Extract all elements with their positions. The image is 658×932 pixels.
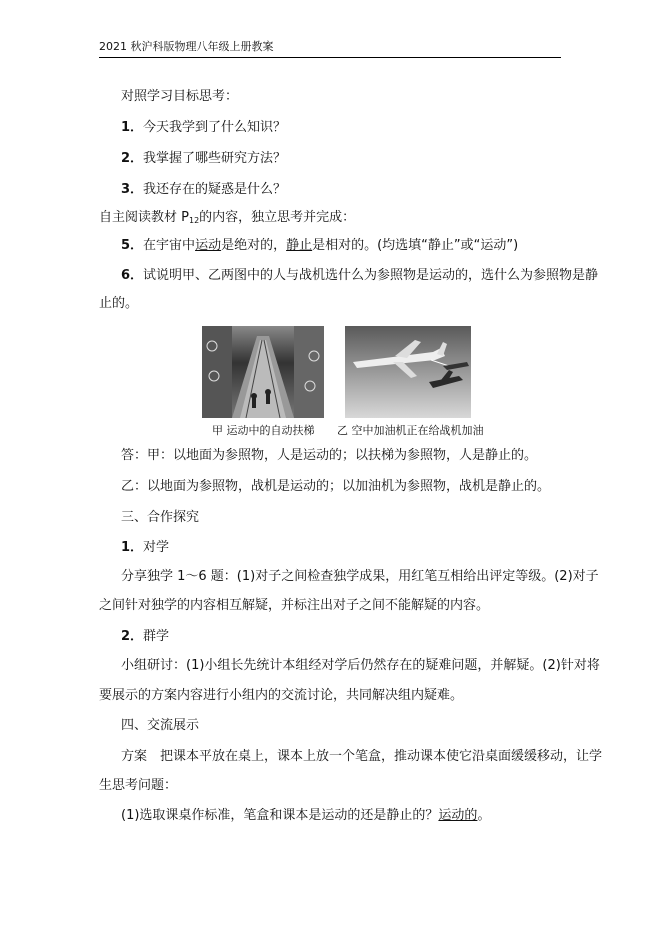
- question-text: 是绝对的，: [221, 238, 287, 253]
- subsection-group-study: [121, 627, 169, 647]
- question-text: 我掌握了哪些研究方法？: [143, 151, 287, 166]
- question-text: 。: [477, 808, 491, 823]
- question-text: 今天我学到了什么知识？: [143, 120, 287, 135]
- plan-line-2: 生思考问题：: [99, 778, 178, 793]
- section-3-title: 三、合作探究: [121, 510, 200, 525]
- question-text: 我还存在的疑惑是什么？: [143, 182, 287, 197]
- subsection-title: 对学: [143, 540, 170, 555]
- self-reading-instruction: [99, 208, 355, 231]
- question-text: 试说明甲、乙两图中的人与战机选什么为参照物是运动的，选什么为参照物是静: [143, 268, 599, 283]
- figure-caption-b: 乙 空中加油机正在给战机加油: [337, 424, 484, 437]
- question-text: 是相对的。(均选填“静止”或“运动”): [312, 238, 519, 253]
- instruction-text: 自主阅读教材 P: [99, 210, 189, 225]
- subsection-number: 2．: [121, 629, 144, 644]
- subsection-number: 1．: [121, 540, 144, 555]
- answer-blank: 运动的: [438, 808, 478, 823]
- question-number: 5．: [121, 238, 144, 253]
- figure-caption-a: 甲 运动中的自动扶梯: [212, 424, 315, 437]
- reflect-question-1: [121, 118, 286, 138]
- section-4-title: 四、交流展示: [121, 718, 200, 733]
- group-study-line-2: 要展示的方案内容进行小组内的交流讨论，共同解决组内疑难。: [99, 688, 464, 703]
- question-text: (1)选取课桌作标准，笔盒和课本是运动的还是静止的？: [121, 808, 439, 823]
- page-number-subscript: 12: [188, 216, 200, 225]
- question-6-continued: 止的。: [99, 296, 139, 311]
- answer-line-2: 乙：以地面为参照物，战机是运动的；以加油机为参照物，战机是静止的。: [121, 479, 551, 494]
- escalator-photo: [202, 326, 324, 418]
- question-6: [121, 266, 598, 286]
- aerial-refueling-photo: [345, 326, 471, 418]
- instruction-text: 的内容，独立思考并完成：: [199, 210, 356, 225]
- reflect-question-3: [121, 180, 286, 200]
- question-text: 在宇宙中: [143, 238, 196, 253]
- pair-study-line-1: 分享独学 1～6 题：(1)对子之间检查独学成果，用红笔互相给出评定等级。(2)对子: [121, 569, 599, 584]
- question-number: 2．: [121, 151, 144, 166]
- question-number: 1．: [121, 120, 144, 135]
- reflect-question-2: [121, 149, 286, 169]
- subsection-title: 群学: [143, 629, 170, 644]
- plan-question-1: [121, 806, 490, 826]
- reflect-title: 对照学习目标思考：: [121, 89, 239, 104]
- question-number: 3．: [121, 182, 144, 197]
- plan-line-1: 方案 把课本平放在桌上，课本上放一个笔盒，推动课本使它沿桌面缓缓移动，让学: [121, 749, 603, 764]
- page-header: 2021 秋沪科版物理八年级上册教案: [99, 39, 561, 58]
- answer-line-1: 答：甲：以地面为参照物，人是运动的；以扶梯为参照物，人是静止的。: [121, 448, 538, 463]
- group-study-line-1: 小组研讨：(1)小组长先统计本组经对学后仍然存在的疑难问题，并解疑。(2)针对将: [121, 658, 600, 673]
- question-number: 6．: [121, 268, 144, 283]
- question-5: [121, 236, 518, 256]
- subsection-pair-study: [121, 538, 169, 558]
- pair-study-line-2: 之间针对独学的内容相互解疑，并标注出对子之间不能解疑的内容。: [99, 598, 490, 613]
- answer-blank: 静止: [286, 238, 313, 253]
- answer-blank: 运动: [195, 238, 222, 253]
